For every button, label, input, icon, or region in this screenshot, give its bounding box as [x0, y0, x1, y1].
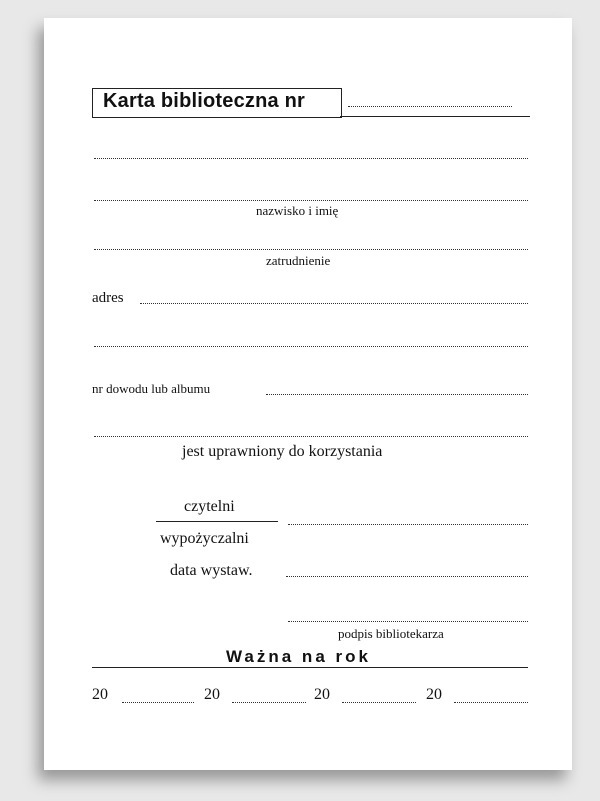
title-box — [92, 88, 342, 118]
title-underline — [340, 116, 530, 117]
occupation-field[interactable] — [94, 249, 528, 250]
signature-field[interactable] — [288, 621, 528, 622]
address-label: adres — [92, 290, 124, 306]
issue-date-label: data wystaw. — [170, 562, 253, 579]
year-3-prefix: 20 — [314, 686, 330, 703]
entitled-text: jest uprawniony do korzystania — [182, 443, 383, 460]
year-4-prefix: 20 — [426, 686, 442, 703]
reading-room-underline — [156, 521, 278, 522]
id-number-field[interactable] — [266, 394, 528, 395]
lending-label: wypożyczalni — [160, 530, 249, 547]
name-caption: nazwisko i imię — [256, 203, 339, 218]
address-field-line-1[interactable] — [140, 303, 528, 304]
valid-for-year: Ważna na rok — [226, 647, 371, 666]
signature-caption: podpis bibliotekarza — [338, 626, 444, 641]
name-field-line-2[interactable] — [94, 200, 528, 201]
reading-room-label: czytelni — [184, 498, 235, 515]
id-number-field-line-2[interactable] — [94, 436, 528, 437]
card-title: Karta biblioteczna nr — [103, 90, 306, 112]
year-2-field[interactable] — [232, 702, 306, 703]
issue-date-field[interactable] — [286, 576, 528, 577]
reading-room-field[interactable] — [288, 524, 528, 525]
year-4-field[interactable] — [454, 702, 528, 703]
address-field-line-2[interactable] — [94, 346, 528, 347]
id-number-label: nr dowodu lub albumu — [92, 381, 211, 396]
year-1-field[interactable] — [122, 702, 194, 703]
valid-underline — [92, 667, 528, 668]
name-field-line-1[interactable] — [94, 158, 528, 159]
year-3-field[interactable] — [342, 702, 416, 703]
card-number-field[interactable] — [348, 106, 512, 107]
year-1-prefix: 20 — [92, 686, 108, 703]
library-card — [44, 18, 572, 770]
year-2-prefix: 20 — [204, 686, 220, 703]
occupation-caption: zatrudnienie — [266, 253, 331, 268]
